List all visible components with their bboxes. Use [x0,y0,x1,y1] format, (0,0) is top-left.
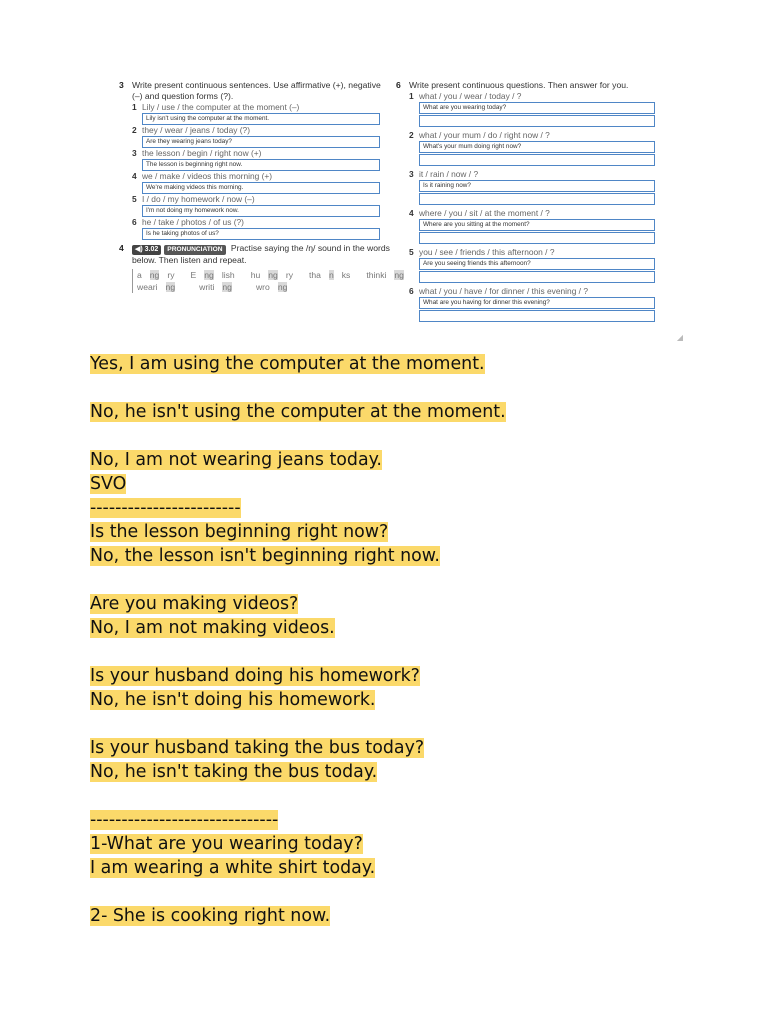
ng-sound-highlight: ng [394,270,404,280]
item-prompt: he / take / photos / of us (?) [142,217,244,227]
answer-line [90,688,730,712]
highlighted-text: No, he isn't taking the bus today. [90,762,378,782]
answer-line [90,400,730,424]
item-number: 4 [409,208,414,218]
ng-sound-highlight: ng [149,270,160,280]
worksheet-image [110,80,685,342]
highlighted-text: ------------------------ [90,498,241,518]
exercise-item [132,125,391,148]
item-number: 2 [132,125,137,135]
exercise-instruction: Write present continuous sentences. Use affirmative (+), negative (–) and question forms (?). [132,80,381,101]
exercise-3-column [119,80,404,293]
own-answer-input-box[interactable] [419,115,655,127]
speaker-icon: ◀) [135,246,143,253]
pronunciation-word [256,282,303,292]
word-part: E [190,270,197,280]
item-number: 5 [409,247,414,257]
resize-corner-icon: ◢ [676,333,683,342]
highlighted-text: No, he isn't using the computer at the moment. [90,402,506,422]
own-answer-input-box[interactable] [419,271,655,283]
answer-line [90,592,730,616]
word-part: hu [250,270,261,280]
pronunciation-word [199,282,248,292]
item-prompt: they / wear / jeans / today (?) [142,125,250,135]
exercise-item [409,208,682,244]
exercise-item [409,169,682,205]
answer-input-box[interactable]: Is he taking photos of us? [142,228,380,240]
answer-input-box[interactable]: The lesson is beginning right now. [142,159,380,171]
exercise-item [132,194,391,217]
ng-sound-highlight: ng [277,282,288,292]
highlighted-text: No, I am not making videos. [90,618,335,638]
highlighted-text: I am wearing a white shirt today. [90,858,376,878]
item-prompt: it / rain / now / ? [419,169,479,179]
question-input-box[interactable]: What are you wearing today? [419,102,655,114]
pronunciation-words [132,269,404,293]
highlighted-text: 1-What are you wearing today? [90,834,363,854]
item-prompt: where / you / sit / at the moment / ? [419,208,550,218]
ng-sound-highlight: ng [165,282,176,292]
answer-input-box[interactable]: Are they wearing jeans today? [142,136,380,148]
item-prompt: the lesson / begin / right now (+) [142,148,262,158]
item-prompt: what / you / wear / today / ? [419,91,522,101]
question-input-box[interactable]: What are you having for dinner this evening? [419,297,655,309]
own-answer-input-box[interactable] [419,232,655,244]
highlighted-text: No, he isn't doing his homework. [90,690,376,710]
answer-line [90,496,730,520]
word-part: lish [221,270,235,280]
highlighted-text: Is your husband taking the bus today? [90,738,425,758]
exercise-item [409,286,682,322]
item-number: 3 [132,148,137,158]
exercise-instruction: Write present continuous questions. Then answer for you. [409,80,629,90]
pronunciation-badge: PRONUNCIATION [164,245,225,255]
blank-line [90,640,730,664]
blank-line [90,568,730,592]
own-answer-input-box[interactable] [419,154,655,166]
exercise-number: 3 [119,80,124,90]
item-prompt-line [409,169,682,180]
highlighted-text: No, the lesson isn't beginning right now. [90,546,440,566]
highlighted-text: No, I am not wearing jeans today. [90,450,382,470]
item-prompt-line [409,286,682,297]
exercise-item [132,217,391,240]
answer-input-box[interactable]: I'm not doing my homework now. [142,205,380,217]
item-number: 6 [409,286,414,296]
words-row [137,269,404,281]
item-prompt-line [132,125,391,136]
answer-line [90,736,730,760]
exercise-3-items [119,102,391,240]
question-input-box[interactable]: Is it raining now? [419,180,655,192]
exercise-item [132,102,391,125]
exercise-number: 4 [119,243,124,253]
audio-track-badge[interactable]: ◀) 3.02 [132,245,161,255]
exercise-item [132,171,391,194]
answer-line [90,616,730,640]
highlighted-text: ------------------------------ [90,810,279,830]
item-prompt-line [409,247,682,258]
exercise-item [132,148,391,171]
word-part: wro [255,282,270,292]
blank-line [90,376,730,400]
exercise-item [409,130,682,166]
answer-line [90,664,730,688]
exercise-6-heading [396,80,682,91]
words-row [137,281,391,293]
item-prompt: what / your mum / do / right now / ? [419,130,550,140]
exercise-6-items [396,91,682,322]
pronunciation-word [309,270,358,280]
word-part: ry [285,270,294,280]
answer-input-box[interactable]: Lily isn't using the computer at the moment. [142,113,380,125]
answer-line [90,832,730,856]
blank-line [90,424,730,448]
highlighted-text: 2- She is cooking right now. [90,906,331,926]
word-part: ks [341,270,351,280]
blank-line [90,784,730,808]
exercise-3-heading [119,80,391,102]
pronunciation-word [137,282,191,292]
exercise-6-column [396,80,682,322]
item-prompt-line [132,148,391,159]
item-prompt-line [132,217,391,228]
item-number: 6 [132,217,137,227]
own-answer-input-box[interactable] [419,193,655,205]
pronunciation-word [191,270,243,280]
item-number: 3 [409,169,414,179]
item-prompt: what / you / have / for dinner / this evening / ? [419,286,588,296]
item-prompt-line [132,194,391,205]
answer-line [90,448,730,472]
question-input-box[interactable]: Where are you sitting at the moment? [419,219,655,231]
answer-line [90,520,730,544]
question-input-box[interactable]: Are you seeing friends this afternoon? [419,258,655,270]
ng-sound-highlight: ng [204,270,214,280]
answer-line [90,904,730,928]
answer-line [90,856,730,880]
exercise-item [409,91,682,127]
exercise-number: 6 [396,80,401,90]
item-prompt: I / do / my homework / now (–) [142,194,255,204]
pronunciation-word [251,270,301,280]
answer-text-block [90,352,730,928]
answer-line [90,760,730,784]
own-answer-input-box[interactable] [419,310,655,322]
answer-input-box[interactable]: We're making videos this morning. [142,182,380,194]
word-part: a [137,270,142,280]
word-part: ry [167,270,175,280]
item-prompt: you / see / friends / this afternoon / ? [419,247,555,257]
ng-sound-highlight: ng [268,270,278,280]
word-part: writi [199,282,215,292]
highlighted-text: Yes, I am using the computer at the moment. [90,354,485,374]
ng-sound-highlight: ng [222,282,232,292]
item-prompt-line [132,171,391,182]
exercise-4 [119,243,404,293]
item-prompt-line [409,91,682,102]
word-part: weari [137,282,158,292]
answer-line [90,352,730,376]
answer-line [90,472,730,496]
question-input-box[interactable]: What's your mum doing right now? [419,141,655,153]
item-number: 1 [132,102,137,112]
item-prompt-line [409,130,682,141]
pronunciation-word [137,270,183,280]
blank-line [90,880,730,904]
item-prompt: we / make / videos this morning (+) [142,171,273,181]
blank-line [90,712,730,736]
ng-sound-highlight: n [328,270,334,280]
answer-line [90,808,730,832]
item-number: 5 [132,194,137,204]
highlighted-text: SVO [90,474,127,494]
word-part: thinki [366,270,387,280]
highlighted-text: Are you making videos? [90,594,299,614]
word-part: tha [309,270,321,280]
item-number: 2 [409,130,414,140]
item-prompt: Lily / use / the computer at the moment (–) [142,102,300,112]
exercise-instruction: Practise saying the /ŋ/ sound in the words below. Then listen and repeat. [132,243,390,265]
answer-line [90,544,730,568]
exercise-item [409,247,682,283]
item-number: 1 [409,91,414,101]
highlighted-text: Is your husband doing his homework? [90,666,420,686]
item-prompt-line [409,208,682,219]
highlighted-text: Is the lesson beginning right now? [90,522,389,542]
item-number: 4 [132,171,137,181]
item-prompt-line [132,102,391,113]
